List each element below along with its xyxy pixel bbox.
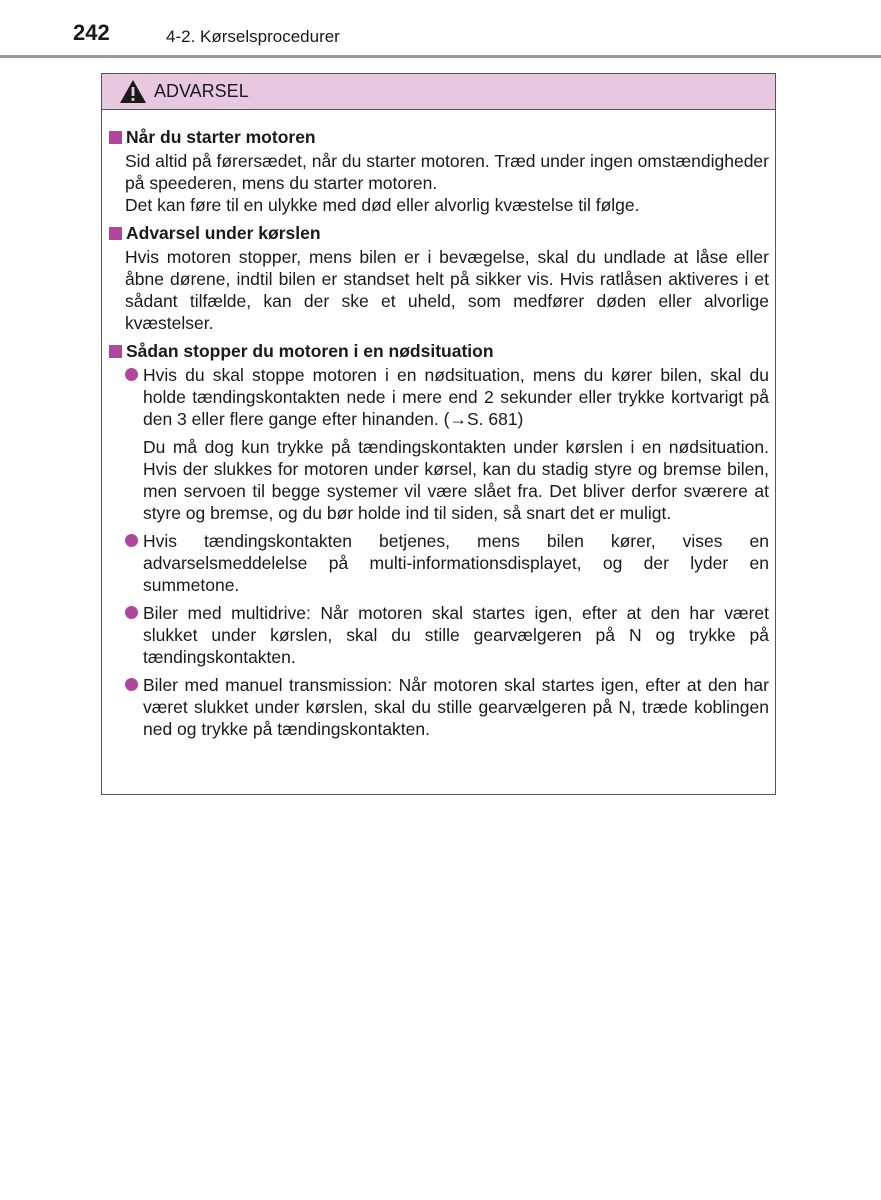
section-title: 4-2. Kørselsprocedurer (166, 27, 340, 46)
header-divider (0, 55, 881, 58)
page-header (0, 0, 881, 60)
list-item (125, 530, 769, 596)
warning-content (109, 126, 769, 740)
heading-text: Sådan stopper du motoren i en nødsituation (126, 341, 494, 361)
round-bullet-icon (125, 368, 138, 381)
list-item-text: Hvis tændingskontakten betjenes, mens bilen kører, vises en advarselsmeddelelse på multi-informationsdisplayet, og der lyder en summetone. (143, 531, 769, 595)
square-bullet-icon (109, 227, 122, 240)
list-item-text: Biler med manuel transmission: Når motoren skal startes igen, efter at den har været slukket under kørslen, skal du stille gearvælgeren på N, træde koblingen ned og trykke på tændingskontakten. (143, 675, 769, 739)
sub-paragraph: Du må dog kun trykke på tændingskontakten under kørslen i en nødsituation. Hvis der slukkes for motoren under kørsel, kan du stadig styre og bremse bilen, men servoen til begge systemer vil være slået fra. Det bliver derfor sværere at styre og bremse, og du bør holde ind til siden, så snart det er muligt. (143, 437, 769, 523)
heading-text: Når du starter motoren (126, 127, 316, 147)
paragraph: Hvis motoren stopper, mens bilen er i bevægelse, skal du undlade at låse eller åbne dørene, indtil bilen er standset helt på sikker vis. Hvis ratlåsen aktiveres i et sådant tilfælde, kan der ske et uheld, som medfører døden eller alvorlige kvæstelser. (125, 247, 769, 333)
paragraph: Sid altid på førersædet, når du starter motoren. Træd under ingen omstændigheder på speederen, mens du starter motoren. (125, 151, 769, 193)
square-bullet-icon (109, 131, 122, 144)
list-item-text: Biler med multidrive: Når motoren skal startes igen, efter at den har været slukket under kørslen, skal du stille gearvælgeren på N og trykke på tændingskontakten. (143, 603, 769, 667)
list-item (125, 674, 769, 740)
section-heading (109, 126, 769, 148)
round-bullet-icon (125, 678, 138, 691)
round-bullet-icon (125, 606, 138, 619)
section-heading (109, 222, 769, 244)
list-item (125, 364, 769, 430)
list-item-text: Hvis du skal stoppe motoren i en nødsituation, mens du kører bilen, skal du holde tændingskontakten nede i mere end 2 sekunder eller trykke kortvarigt på den 3 eller flere gange efter hinanden. (→S. 681) (143, 365, 769, 429)
warning-box (101, 73, 776, 795)
square-bullet-icon (109, 345, 122, 358)
section-heading (109, 340, 769, 362)
warning-triangle-icon (119, 79, 147, 104)
list-item (125, 602, 769, 668)
heading-text: Advarsel under kørslen (126, 223, 321, 243)
warning-header (102, 74, 775, 110)
paragraph: Det kan føre til en ulykke med død eller alvorlig kvæstelse til følge. (125, 195, 640, 215)
round-bullet-icon (125, 534, 138, 547)
warning-title: ADVARSEL (154, 81, 249, 101)
page-number: 242 (73, 20, 110, 45)
